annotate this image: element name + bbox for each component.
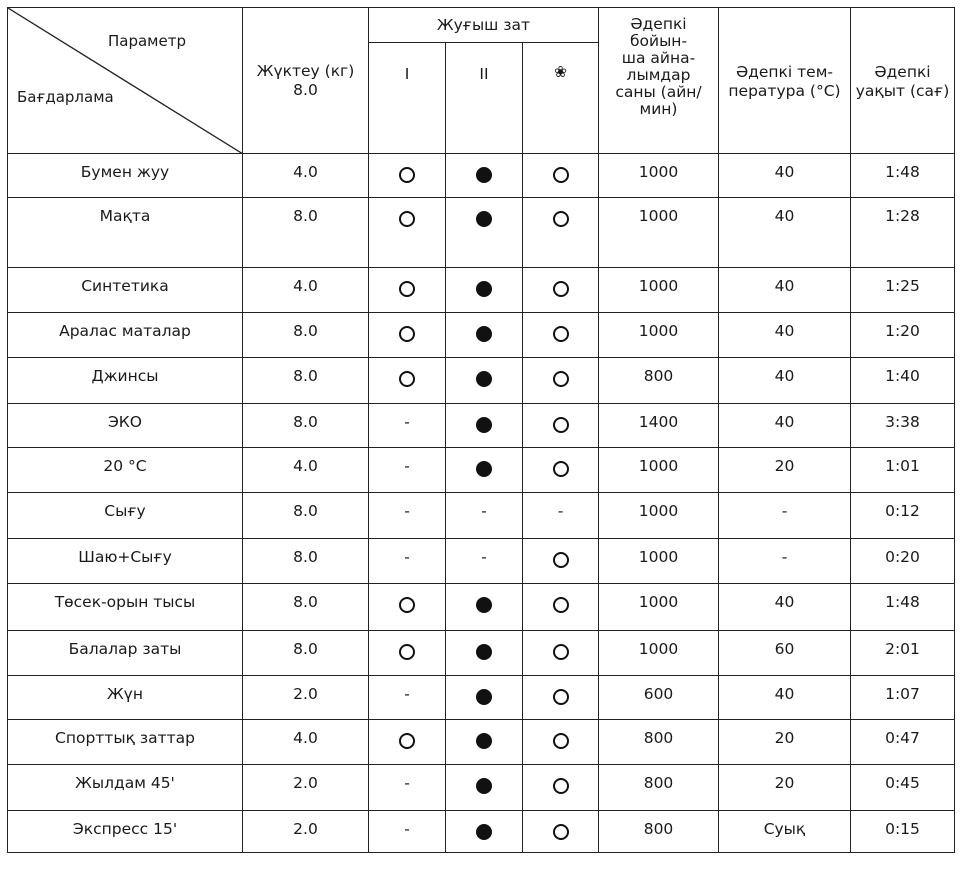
time-cell [851,493,955,539]
program-table [7,7,955,853]
empty-circle-icon [399,211,415,227]
load-cell [243,539,369,584]
empty-circle-icon [399,167,415,183]
empty-circle-icon [553,644,569,660]
program-cell [8,493,243,539]
load-cell-text: 4.0 [293,457,318,475]
load-cell [243,198,369,268]
detergent-2-cell [446,154,523,198]
detergent-col-1: I [369,43,446,154]
empty-circle-icon [553,371,569,387]
temp-cell-text: 40 [774,207,795,225]
load-cell-text: 8.0 [293,207,318,225]
time-cell [851,198,955,268]
detergent-2-cell [446,313,523,358]
program-cell-text: ЭКО [107,413,143,431]
time-cell-text: 1:07 [885,685,920,703]
table-row [8,268,955,313]
detergent-1-cell [369,676,446,720]
load-cell [243,268,369,313]
softener-cell [523,631,599,676]
program-cell [8,676,243,720]
spin-cell [599,676,719,720]
table-row [8,154,955,198]
program-cell [8,448,243,493]
program-cell [8,720,243,765]
load-cell [243,811,369,853]
temp-cell-text: 40 [774,367,795,385]
softener-cell [523,154,599,198]
detergent-1-cell-text: - [404,774,410,792]
program-cell [8,631,243,676]
detergent-1-cell-text: - [404,820,410,838]
load-cell [243,154,369,198]
time-cell-text: 1:48 [885,593,920,611]
detergent-1-cell [369,448,446,493]
empty-circle-icon [553,689,569,705]
load-cell-text: 8.0 [293,502,318,520]
filled-circle-icon [476,371,492,387]
spin-cell-text: 1000 [638,548,679,566]
load-cell-text: 8.0 [293,322,318,340]
time-cell-text: 1:20 [885,322,920,340]
program-cell-text: Экспресс 15' [72,820,178,838]
detergent-2-cell [446,539,523,584]
softener-cell [523,198,599,268]
filled-circle-icon [476,461,492,477]
time-cell-text: 0:20 [885,548,920,566]
time-cell-text: 1:28 [885,207,920,225]
load-cell-text: 4.0 [293,163,318,181]
softener-cell [523,676,599,720]
spin-cell [599,268,719,313]
spin-cell [599,198,719,268]
time-cell [851,268,955,313]
softener-cell [523,765,599,811]
detergent-1-cell [369,404,446,448]
empty-circle-icon [399,371,415,387]
temp-cell-text: 20 [774,729,795,747]
empty-circle-icon [399,326,415,342]
program-cell-text: Төсек-орын тысы [54,593,196,611]
program-cell [8,811,243,853]
load-cell [243,765,369,811]
detergent-1-cell-text: - [404,685,410,703]
temp-cell [719,765,851,811]
temp-cell-text: Суық [763,820,806,838]
detergent-col-2: II [446,43,523,154]
temp-cell-text: - [781,502,788,520]
time-cell-text: 0:12 [885,502,920,520]
program-cell [8,765,243,811]
detergent-1-cell [369,765,446,811]
program-cell-text: Жылдам 45' [75,774,175,792]
spin-cell-text: 1000 [638,457,679,475]
filled-circle-icon [476,733,492,749]
filled-circle-icon [476,167,492,183]
temp-cell-text: 20 [774,774,795,792]
detergent-1-cell [369,493,446,539]
filled-circle-icon [476,778,492,794]
load-cell [243,493,369,539]
detergent-1-cell-text: - [404,457,410,475]
spin-cell-text: 1400 [638,413,679,431]
time-cell [851,676,955,720]
load-cell [243,313,369,358]
empty-circle-icon [399,597,415,613]
temp-cell-text: 40 [774,163,795,181]
load-cell-text: 8.0 [293,640,318,658]
temp-cell [719,358,851,404]
time-cell-text: 1:25 [885,277,920,295]
temp-cell [719,493,851,539]
load-cell-text: 4.0 [293,729,318,747]
detergent-1-cell [369,198,446,268]
empty-circle-icon [553,778,569,794]
param-label: Параметр [108,32,186,50]
detergent-2-cell [446,268,523,313]
empty-circle-icon [553,733,569,749]
table-row [8,198,955,268]
empty-circle-icon [553,597,569,613]
table-row [8,765,955,811]
detergent-2-cell [446,404,523,448]
time-cell-text: 0:47 [885,729,920,747]
load-cell-text: 8.0 [293,593,318,611]
table-row [8,720,955,765]
load-cell-text: 8.0 [293,413,318,431]
program-cell [8,539,243,584]
empty-circle-icon [553,461,569,477]
spin-cell [599,154,719,198]
table-row [8,676,955,720]
program-cell [8,584,243,631]
spin-cell-text: 600 [643,685,674,703]
temp-cell [719,404,851,448]
time-cell-text: 1:48 [885,163,920,181]
spin-cell [599,313,719,358]
temp-cell [719,631,851,676]
spin-cell-text: 1000 [638,640,679,658]
table-row [8,811,955,853]
empty-circle-icon [553,167,569,183]
empty-circle-icon [399,733,415,749]
spin-cell [599,811,719,853]
temp-cell [719,584,851,631]
temp-cell [719,313,851,358]
filled-circle-icon [476,689,492,705]
temp-cell-text: 20 [774,457,795,475]
empty-circle-icon [399,281,415,297]
temp-cell [719,811,851,853]
spin-cell [599,765,719,811]
time-cell [851,765,955,811]
temp-cell [719,154,851,198]
softener-cell [523,720,599,765]
table-row [8,631,955,676]
spin-cell [599,584,719,631]
detergent-header: Жуғыш зат [369,8,599,43]
diagonal-divider [8,8,243,154]
program-cell-text: 20 °C [103,457,147,475]
program-cell-text: Аралас маталар [59,322,191,340]
spin-cell [599,448,719,493]
program-cell-text: Бумен жуу [80,163,170,181]
detergent-1-cell [369,358,446,404]
filled-circle-icon [476,644,492,660]
temp-cell [719,720,851,765]
program-cell [8,198,243,268]
spin-cell [599,493,719,539]
temp-cell-text: - [781,548,788,566]
load-cell-text: 8.0 [293,367,318,385]
temp-cell [719,676,851,720]
softener-cell-text: - [557,502,564,520]
spin-cell-text: 1000 [638,163,679,181]
time-cell-text: 1:01 [885,457,920,475]
empty-circle-icon [553,281,569,297]
time-cell [851,358,955,404]
detergent-2-cell [446,676,523,720]
temp-cell-text: 40 [774,322,795,340]
empty-circle-icon [553,824,569,840]
time-cell [851,811,955,853]
program-cell [8,268,243,313]
empty-circle-icon [553,417,569,433]
time-header: Әдепкі уақыт (сағ) [851,8,955,154]
spin-cell [599,539,719,584]
program-cell-text: Жүн [106,685,143,703]
empty-circle-icon [553,326,569,342]
detergent-1-cell [369,631,446,676]
table-row [8,539,955,584]
table-row [8,313,955,358]
spin-cell-text: 1000 [638,207,679,225]
spin-cell-text: 1000 [638,502,679,520]
program-cell-text: Шаю+Сығу [78,548,172,566]
load-cell [243,720,369,765]
temp-cell-text: 40 [774,413,795,431]
detergent-1-cell [369,539,446,584]
filled-circle-icon [476,417,492,433]
load-header: Жүктеу (кг) 8.0 [243,8,369,154]
program-cell-text: Сығу [104,502,146,520]
program-label: Бағдарлама [17,88,114,106]
time-cell-text: 1:40 [885,367,920,385]
time-cell [851,720,955,765]
time-cell-text: 2:01 [885,640,920,658]
load-cell [243,631,369,676]
temp-header: Әдепкі тем- пература (°C) [719,8,851,154]
time-cell [851,448,955,493]
table-row [8,584,955,631]
softener-cell [523,539,599,584]
detergent-2-cell [446,631,523,676]
softener-cell [523,268,599,313]
temp-cell-text: 40 [774,593,795,611]
softener-cell [523,448,599,493]
temp-cell [719,268,851,313]
filled-circle-icon [476,281,492,297]
time-cell [851,539,955,584]
program-cell-text: Синтетика [81,277,169,295]
time-cell-text: 0:15 [885,820,920,838]
program-cell [8,154,243,198]
empty-circle-icon [399,644,415,660]
spin-cell-text: 800 [643,820,674,838]
detergent-1-cell [369,720,446,765]
program-cell-text: Спорттық заттар [55,729,195,747]
table-row [8,493,955,539]
temp-cell [719,198,851,268]
table-row [8,404,955,448]
load-cell [243,404,369,448]
spin-cell-text: 1000 [638,593,679,611]
time-cell-text: 0:45 [885,774,920,792]
empty-circle-icon [553,552,569,568]
detergent-2-cell [446,448,523,493]
program-cell-text: Мақта [99,207,151,225]
detergent-1-cell-text: - [404,413,410,431]
detergent-1-cell-text: - [404,502,410,520]
spin-cell-text: 800 [643,729,674,747]
spin-cell-text: 800 [643,367,674,385]
table-row [8,448,955,493]
load-cell-text: 4.0 [293,277,318,295]
spin-cell [599,631,719,676]
detergent-2-cell [446,358,523,404]
spin-cell [599,358,719,404]
time-cell-text: 3:38 [885,413,920,431]
softener-cell [523,493,599,539]
program-cell-text: Балалар заты [68,640,182,658]
program-cell [8,404,243,448]
softener-cell [523,811,599,853]
detergent-1-cell [369,268,446,313]
filled-circle-icon [476,326,492,342]
load-cell-text: 2.0 [293,820,318,838]
temp-cell [719,539,851,584]
time-cell [851,584,955,631]
detergent-1-cell [369,811,446,853]
program-cell [8,358,243,404]
load-cell [243,676,369,720]
program-cell-text: Джинсы [91,367,159,385]
temp-cell [719,448,851,493]
filled-circle-icon [476,824,492,840]
detergent-1-cell [369,584,446,631]
load-cell-text: 2.0 [293,685,318,703]
temp-cell-text: 40 [774,277,795,295]
detergent-2-cell [446,493,523,539]
spin-cell [599,720,719,765]
softener-cell [523,584,599,631]
detergent-1-cell [369,313,446,358]
spin-cell-text: 1000 [638,277,679,295]
table-row [8,358,955,404]
temp-cell-text: 40 [774,685,795,703]
spin-cell [599,404,719,448]
time-cell [851,154,955,198]
spin-cell-text: 800 [643,774,674,792]
softener-cell [523,358,599,404]
program-cell [8,313,243,358]
temp-cell-text: 60 [774,640,795,658]
softener-flower-icon: ❀ [523,43,599,154]
detergent-2-cell-text: - [481,502,487,520]
spin-header: Әдепкі бойын- ша айна- лымдар саны (айн/ мин) [599,8,719,154]
softener-cell [523,313,599,358]
softener-cell [523,404,599,448]
filled-circle-icon [476,597,492,613]
load-cell-text: 2.0 [293,774,318,792]
filled-circle-icon [476,211,492,227]
empty-circle-icon [553,211,569,227]
time-cell [851,404,955,448]
load-cell [243,358,369,404]
detergent-1-cell-text: - [404,548,410,566]
time-cell [851,631,955,676]
detergent-2-cell [446,584,523,631]
detergent-1-cell [369,154,446,198]
detergent-2-cell [446,720,523,765]
spin-cell-text: 1000 [638,322,679,340]
detergent-2-cell-text: - [481,548,487,566]
load-cell [243,448,369,493]
detergent-2-cell [446,765,523,811]
load-cell [243,584,369,631]
load-cell-text: 8.0 [293,548,318,566]
corner-header [8,8,243,154]
detergent-2-cell [446,811,523,853]
time-cell [851,313,955,358]
detergent-2-cell [446,198,523,268]
